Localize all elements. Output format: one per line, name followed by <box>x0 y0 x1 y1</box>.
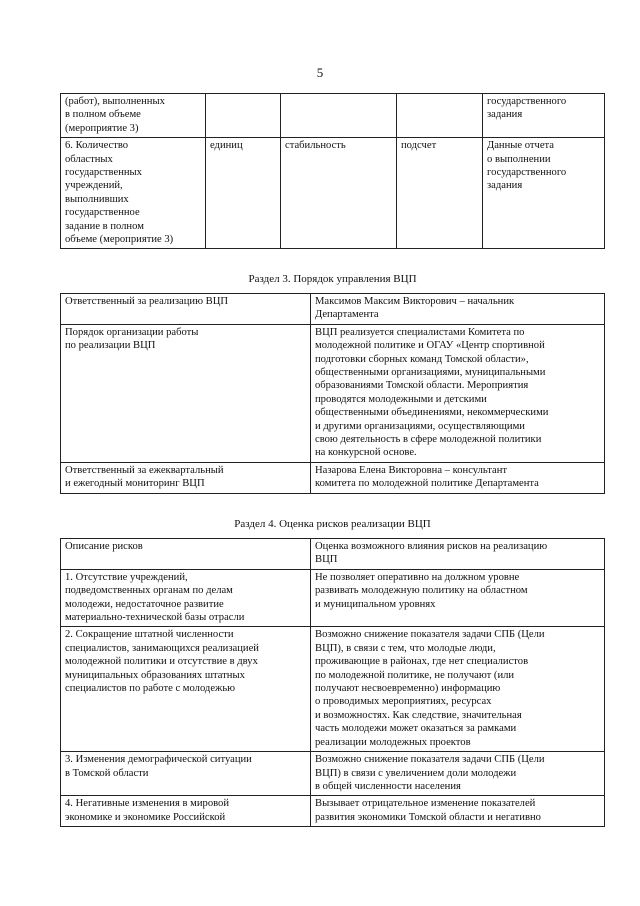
risk-cell: 2. Сокращение штатной численности специалистов, занимающихся реализацией молодежной политики и отсутствие в двух муниципальных образованиях штатных специалистов по работе с молодежью <box>61 627 311 752</box>
table-row <box>61 94 605 138</box>
management-table <box>60 293 605 494</box>
table-header-row <box>61 539 605 570</box>
direction-cell: стабильность <box>281 138 397 249</box>
table-row <box>61 294 605 325</box>
risk-cell: 4. Негативные изменения в мировой экономике и экономике Российской <box>61 796 311 827</box>
risk-cell: 1. Отсутствие учреждений, подведомственных органам по делам молодежи, недостаточное развитие материально-технической базы отрасли <box>61 569 311 627</box>
indicators-table <box>60 93 605 249</box>
impact-cell: Вызывает отрицательное изменение показателей развития экономики Томской области и негативно <box>311 796 605 827</box>
table-row <box>61 569 605 627</box>
label-cell: Порядок организации работы по реализации ВЦП <box>61 324 311 462</box>
value-cell: Назарова Елена Викторовна – консультант комитета по молодежной политике Департамента <box>311 462 605 493</box>
risks-table <box>60 538 605 827</box>
direction-cell <box>281 94 397 138</box>
section4-title: Раздел 4. Оценка рисков реализации ВЦП <box>234 518 431 530</box>
label-cell: Ответственный за ежеквартальный и ежегодный мониторинг ВЦП <box>61 462 311 493</box>
unit-cell: единиц <box>206 138 281 249</box>
risk-cell: 3. Изменения демографической ситуации в Томской области <box>61 752 311 796</box>
method-cell <box>397 94 483 138</box>
impact-cell: Возможно снижение показателя задачи СПБ (Цели ВЦП), в связи с тем, что молодые люди, проживающие в районах, где нет специалистов по молодежной политике, не получают (или получают несвоевременно) информацию о проводимых мероприятиях, ресурсах и возможностях. Как следствие, значительная часть молодежи может оказаться за рамками реализации молодежных проектов <box>311 627 605 752</box>
value-cell: Максимов Максим Викторович – начальник Департамента <box>311 294 605 325</box>
label-cell: Ответственный за реализацию ВЦП <box>61 294 311 325</box>
table-row <box>61 462 605 493</box>
unit-cell <box>206 94 281 138</box>
method-cell: подсчет <box>397 138 483 249</box>
source-cell: Данные отчета о выполнении государственного задания <box>483 138 605 249</box>
table-row <box>61 796 605 827</box>
impact-cell: Возможно снижение показателя задачи СПБ (Цели ВЦП) в связи с увеличением доли молодежи в общей численности населения <box>311 752 605 796</box>
header-risks-cell: Описание рисков <box>61 539 311 570</box>
section3-title: Раздел 3. Порядок управления ВЦП <box>248 273 417 285</box>
table-row <box>61 752 605 796</box>
table-row <box>61 627 605 752</box>
impact-cell: Не позволяет оперативно на должном уровне развивать молодежную политику на областном и муниципальном уровнях <box>311 569 605 627</box>
page-number: 5 <box>316 65 324 80</box>
table-row <box>61 138 605 249</box>
table-row <box>61 324 605 462</box>
indicator-cell: (работ), выполненных в полном объеме (мероприятие 3) <box>61 94 206 138</box>
header-impact-cell: Оценка возможного влияния рисков на реализацию ВЦП <box>311 539 605 570</box>
indicator-cell: 6. Количество областных государственных учреждений, выполнивших государственное задание в полном объеме (мероприятие 3) <box>61 138 206 249</box>
source-cell: государственного задания <box>483 94 605 138</box>
value-cell: ВЦП реализуется специалистами Комитета по молодежной политике и ОГАУ «Центр спортивной подготовки сборных команд Томской области», общественными организациями, муниципальными образованиями Томской области. Мероприятия проводятся молодежными и детскими общественными объединениями, некоммерческими и другими организациями, осуществляющими свою деятельность в сфере молодежной политики на конкурсной основе. <box>311 324 605 462</box>
